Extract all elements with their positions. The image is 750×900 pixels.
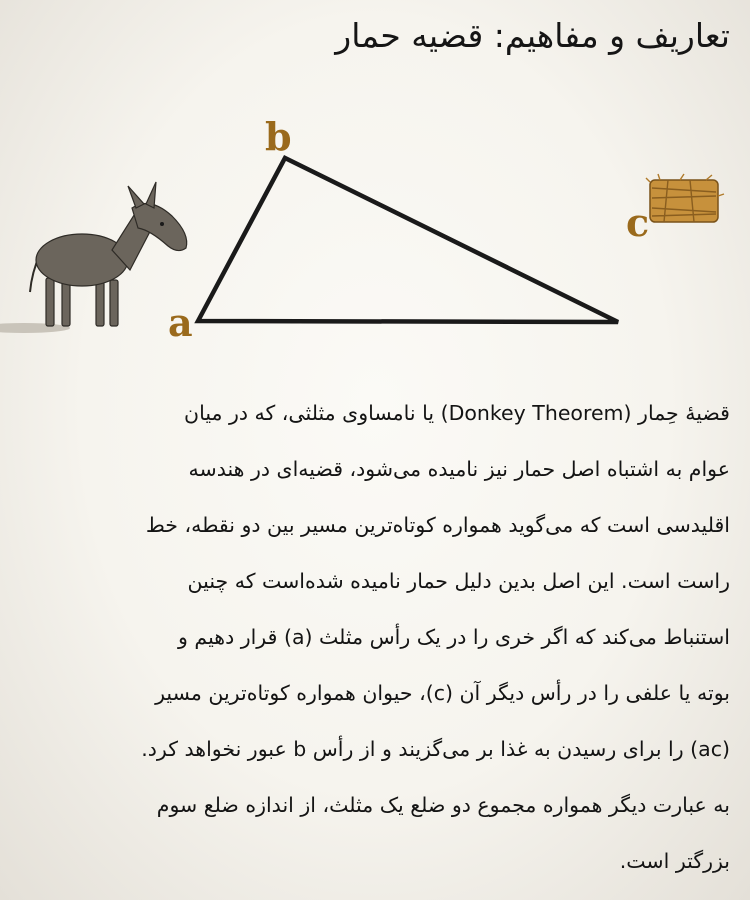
page-title: تعاریف و مفاهیم: قضیه حمار <box>335 16 730 55</box>
body-line: به عبارت دیگر همواره مجموع دو ضلع یک مثلث، از اندازه ضلع سوم <box>156 793 730 817</box>
triangle-shape <box>198 158 618 322</box>
body-paragraph <box>24 385 730 889</box>
vertex-b-label: b <box>265 114 292 159</box>
triangle-diagram <box>0 100 750 360</box>
body-line: بوته یا علفی را در رأس دیگر آن (c)، حیوان همواره کوتاه‌ترین مسیر <box>155 681 730 705</box>
body-line: (ac) را برای رسیدن به غذا بر می‌گزیند و از رأس b عبور نخواهد کرد. <box>141 737 730 761</box>
body-line: اقلیدسی است که می‌گوید همواره کوتاه‌ترین مسیر بین دو نقطه، خط <box>145 513 730 537</box>
vertex-a-label: a <box>168 300 193 345</box>
donkey-illustration <box>0 182 187 333</box>
hay-bale-illustration <box>646 174 724 222</box>
body-line: بزرگتر است. <box>619 849 730 873</box>
vertex-c-label: c <box>626 200 650 245</box>
body-line: عوام به اشتباه اصل حمار نیز نامیده می‌شود، قضیه‌ای در هندسه <box>188 457 730 481</box>
body-line: قضیهٔ حِمار (Donkey Theorem) یا نامساوی مثلثی، که در میان <box>184 401 730 425</box>
body-line: استنباط می‌کند که اگر خری را در یک رأس مثلث (a) قرار دهیم و <box>178 625 730 649</box>
body-line: راست است. این اصل بدین دلیل حمار نامیده شده‌است که چنین <box>187 569 730 593</box>
